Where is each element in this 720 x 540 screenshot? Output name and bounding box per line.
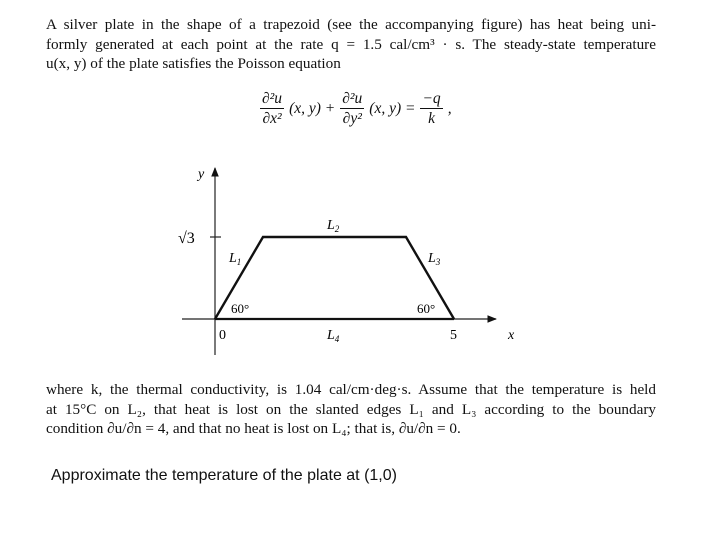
y-tick-label: √3 bbox=[178, 230, 195, 247]
question-caption: Approximate the temperature of the plate at (1,0) bbox=[51, 467, 397, 484]
conditions-line-2: at 15°C on L₂, that heat is lost on the slanted edges L₁ and L₃ according to the boundary bbox=[46, 400, 656, 418]
intro-line-1: A silver plate in the shape of a trapezoid (see the accompanying figure) has heat being uni- bbox=[46, 16, 656, 33]
d2u-dy2-fraction: $\frac{\text{∂²u}}{\text{∂y²}}$ bbox=[342, 90, 363, 127]
label-L2: $L_2$ bbox=[327, 218, 340, 234]
x-tick-five: 5 bbox=[450, 328, 457, 343]
angle-right: 60° bbox=[417, 301, 436, 316]
y-axis-label: y bbox=[198, 167, 205, 182]
conditions-line-3: condition ∂u/∂n = 4, and that no heat is lost on L₄; that is, ∂u/∂n = 0. bbox=[46, 420, 461, 437]
label-L4: $L_4$ bbox=[327, 328, 340, 344]
conditions-line-1: where k, the thermal conductivity, is 1.04 cal/cm·deg·s. Assume that the temperature is held bbox=[46, 381, 656, 398]
poisson-equation: $\frac{\text{∂²u}}{\text{∂x²}}$ (x, y) + $\frac{\text{∂²u}}{\text{∂y²}}$ (x, y) = $\frac{-q}{k}$ , bbox=[262, 90, 452, 127]
intro-line-3: u(x, y) of the plate satisfies the Poisson equation bbox=[46, 55, 341, 72]
angle-left: 60° bbox=[231, 301, 250, 316]
intro-line-2: formly generated at each point at the rate q = 1.5 cal/cm³ · s. The steady-state temperature bbox=[46, 35, 656, 53]
label-L1: $L_1$ bbox=[229, 251, 242, 267]
label-L3: $L_3$ bbox=[428, 251, 441, 267]
x-axis-label: x bbox=[508, 328, 515, 343]
boundary-conditions bbox=[46, 380, 656, 439]
rhs-fraction: $\frac{-q}{k}$ bbox=[422, 90, 441, 127]
d2u-dx2-fraction: $\frac{\text{∂²u}}{\text{∂x²}}$ bbox=[262, 90, 283, 127]
x-tick-zero: 0 bbox=[219, 328, 226, 343]
